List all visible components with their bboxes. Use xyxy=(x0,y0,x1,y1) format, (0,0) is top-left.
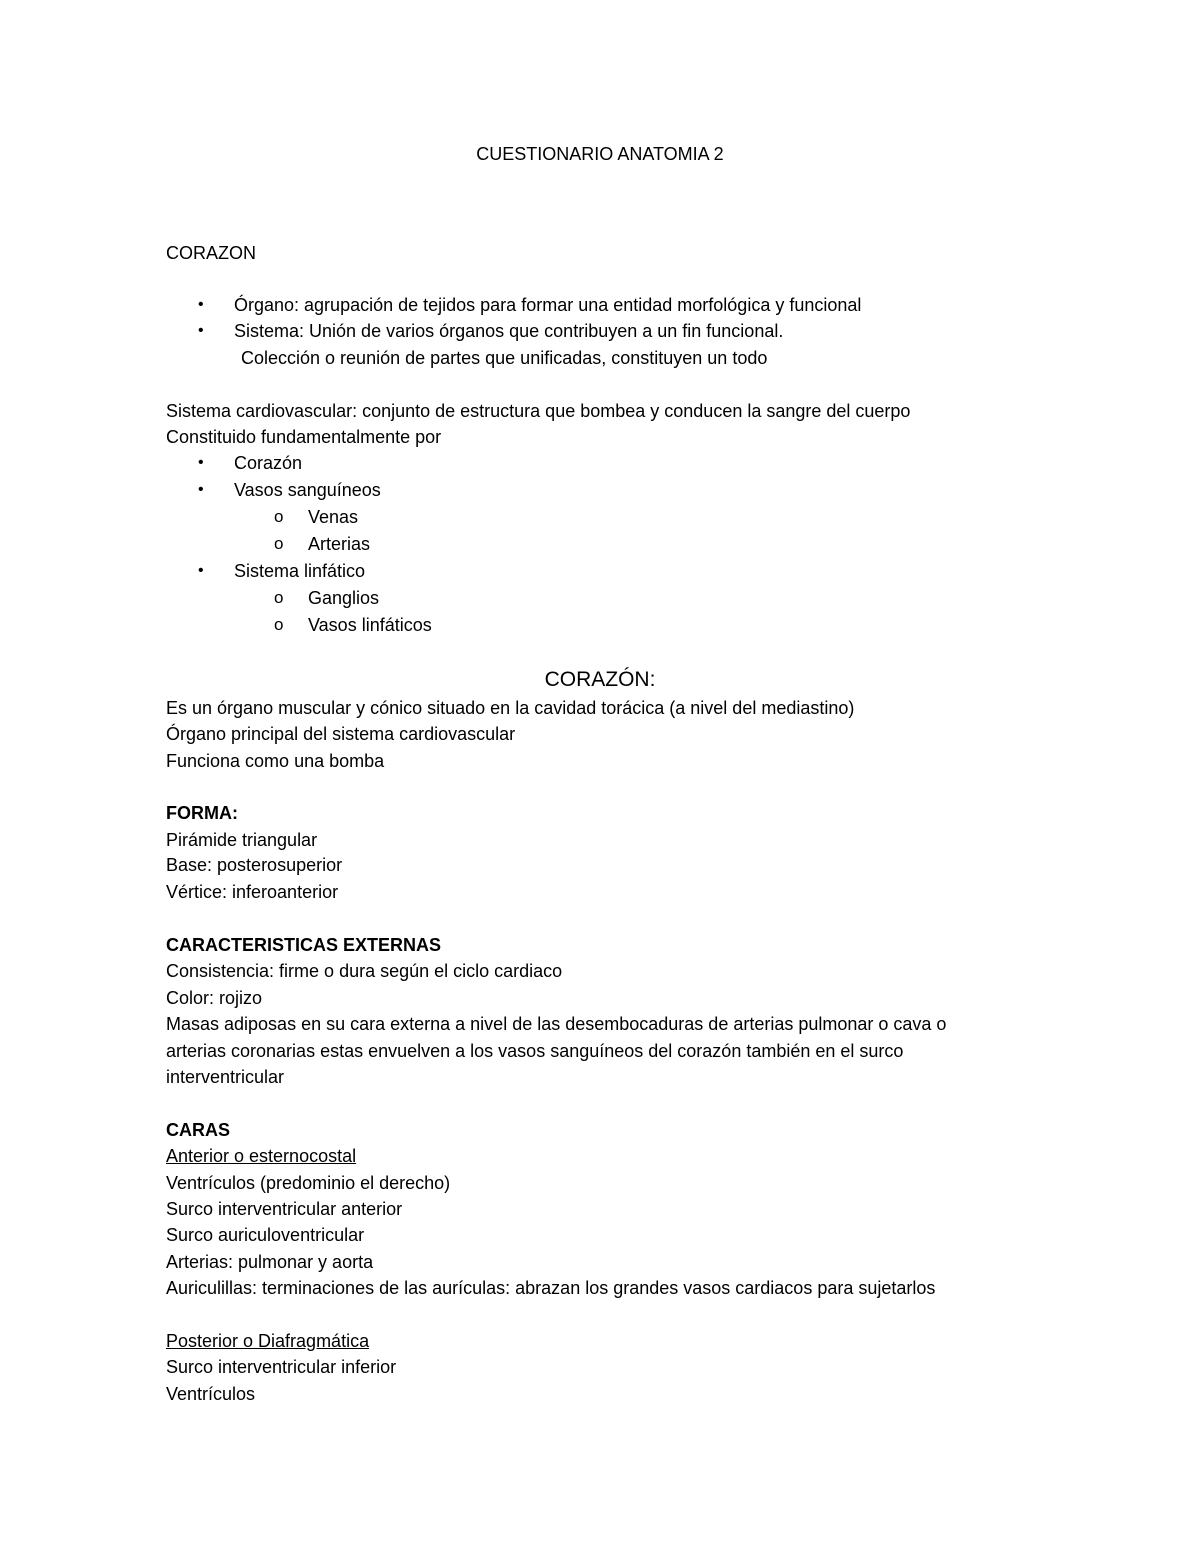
bullet-icon: • xyxy=(198,322,204,339)
paragraph-line: Sistema cardiovascular: conjunto de estructura que bombea y conducen la sangre del cuerpo xyxy=(166,401,911,421)
paragraph-line: Vértice: inferoanterior xyxy=(166,882,339,902)
bullet-continuation: Colección o reunión de partes que unificadas, constituyen un todo xyxy=(241,348,768,368)
paragraph-line: Órgano principal del sistema cardiovascular xyxy=(166,724,516,744)
bullet-icon: • xyxy=(198,454,204,471)
sub-bullet-text: Ganglios xyxy=(308,588,380,608)
sub-bullet-text: Arterias xyxy=(308,534,371,554)
paragraph-line: Funciona como una bomba xyxy=(166,751,385,771)
paragraph-line: Masas adiposas en su cara externa a nivel de las desembocaduras de arterias pulmonar o cava o xyxy=(166,1014,947,1034)
paragraph-line: Pirámide triangular xyxy=(166,830,318,850)
paragraph-line: Es un órgano muscular y cónico situado en la cavidad torácica (a nivel del mediastino) xyxy=(166,698,855,718)
section-heading-caracteristicas: CARACTERISTICAS EXTERNAS xyxy=(166,935,442,955)
bullet-text: Sistema: Unión de varios órganos que contribuyen a un fin funcional. xyxy=(234,321,784,341)
bullet-icon: • xyxy=(198,562,204,579)
circle-bullet-icon: o xyxy=(274,588,284,607)
paragraph-line: Constituido fundamentalmente por xyxy=(166,427,442,447)
subheading-posterior: Posterior o Diafragmática xyxy=(166,1331,370,1351)
section-heading-corazon: CORAZON xyxy=(166,243,256,263)
bullet-text: Corazón xyxy=(234,453,303,473)
paragraph-line: Surco interventricular anterior xyxy=(166,1199,403,1219)
paragraph-line: Consistencia: firme o dura según el ciclo cardiaco xyxy=(166,961,563,981)
bullet-text: Sistema linfático xyxy=(234,561,366,581)
paragraph-line: Surco interventricular inferior xyxy=(166,1357,397,1377)
sub-bullet-text: Venas xyxy=(308,507,359,527)
paragraph-line: Base: posterosuperior xyxy=(166,855,343,875)
bullet-icon: • xyxy=(198,296,204,313)
paragraph-line: Color: rojizo xyxy=(166,988,263,1008)
paragraph-line: Arterias: pulmonar y aorta xyxy=(166,1252,374,1272)
document-title: CUESTIONARIO ANATOMIA 2 xyxy=(476,144,724,164)
circle-bullet-icon: o xyxy=(274,615,284,634)
paragraph-line: Ventrículos (predominio el derecho) xyxy=(166,1173,451,1193)
circle-bullet-icon: o xyxy=(274,534,284,553)
section-heading-corazon-main: CORAZÓN: xyxy=(544,668,656,691)
sub-bullet-text: Vasos linfáticos xyxy=(308,615,432,635)
circle-bullet-icon: o xyxy=(274,507,284,526)
bullet-text: Órgano: agrupación de tejidos para formar una entidad morfológica y funcional xyxy=(234,295,862,315)
bullet-text: Vasos sanguíneos xyxy=(234,480,381,500)
bullet-icon: • xyxy=(198,481,204,498)
paragraph-line: Ventrículos xyxy=(166,1384,256,1404)
subheading-anterior: Anterior o esternocostal xyxy=(166,1146,357,1166)
paragraph-line: arterias coronarias estas envuelven a los vasos sanguíneos del corazón también en el surco xyxy=(166,1041,904,1061)
paragraph-line: Auriculillas: terminaciones de las aurículas: abrazan los grandes vasos cardiacos para sujetarlos xyxy=(166,1278,936,1298)
paragraph-line: interventricular xyxy=(166,1067,285,1087)
section-heading-caras: CARAS xyxy=(166,1120,231,1140)
section-heading-forma: FORMA: xyxy=(166,803,238,823)
paragraph-line: Surco auriculoventricular xyxy=(166,1225,365,1245)
